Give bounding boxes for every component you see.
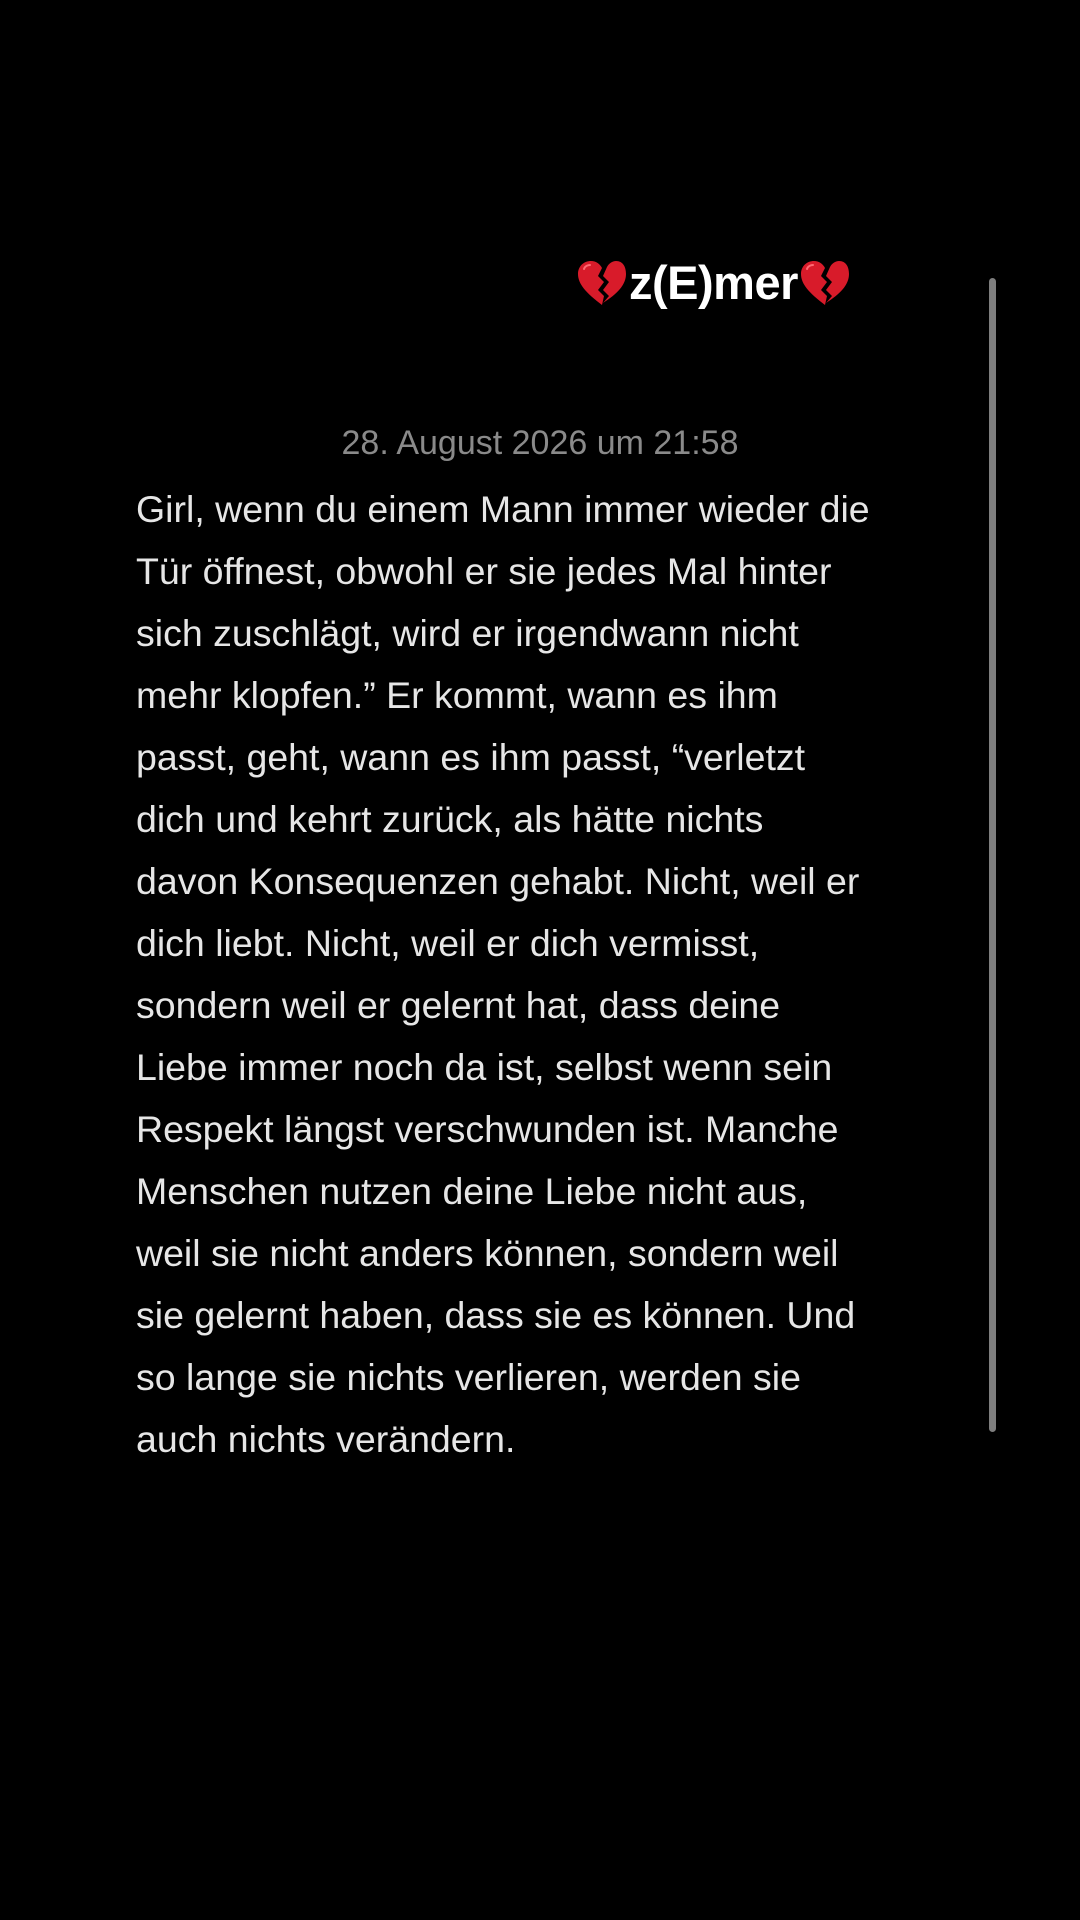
note-title: z(E)mer <box>629 256 798 309</box>
note-title-row <box>576 252 851 314</box>
note-body-text[interactable]: Girl, wenn du einem Mann immer wieder die Tür öffnest, obwohl er sie jedes Mal hinter sich zuschlägt, wird er irgendwann nicht mehr klopfen.” Er kommt, wann es ihm passt, geht, wann es ihm passt, “verletzt dich und kehrt zurück, als hätte nichts davon Konsequenzen gehabt. Nicht, weil er dich liebt. Nicht, weil er dich vermisst, sondern weil er gelernt hat, dass deine Liebe immer noch da ist, selbst wenn sein Respekt längst verschwunden ist. Manche Menschen nutzen deine Liebe nicht aus, weil sie nicht anders können, sondern weil sie gelernt haben, dass sie es können. Und so lange sie nichts verlieren, werden sie auch nichts verändern. <box>136 488 870 1460</box>
broken-heart-icon <box>576 259 628 307</box>
vertical-scrollbar[interactable] <box>989 278 996 1432</box>
note-timestamp: 28. August 2026 um 21:58 <box>341 424 739 462</box>
broken-heart-icon <box>799 259 851 307</box>
